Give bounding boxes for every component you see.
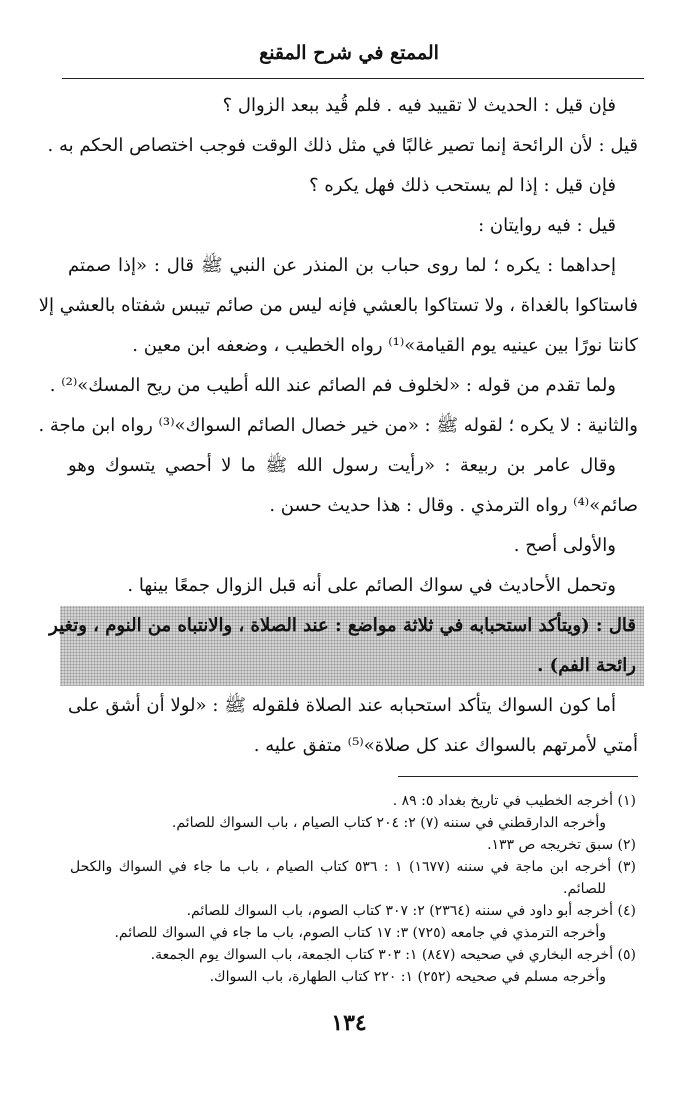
footnote-line: وأخرجه الدارقطني في سننه (٧) ٢: ٢٠٤ كتاب الصيام ، باب السواك للصائم. [171, 815, 606, 831]
text-line: والأولى أصح . [513, 535, 616, 556]
footnote-line: وأخرجه مسلم في صحيحه (٢٥٢) ١: ٢٢٠ كتاب الطهارة، باب السواك. [209, 969, 606, 985]
text-line: أمتي لأمرتهم بالسواك عند كل صلاة»⁽⁵⁾ متفق عليه . [253, 735, 638, 756]
text-line: كانتا نورًا بين عينيه يوم القيامة»⁽¹⁾ رواه الخطيب ، وضعفه ابن معين . [132, 335, 638, 356]
text-line: قيل : لأن الرائحة إنما تصير غالبًا في مثل ذلك الوقت فوجب اختصاص الحكم به . [47, 135, 638, 156]
main-text [38, 86, 638, 766]
text-line: والثانية : لا يكره ؛ لقوله ﷺ : «من خير خصال الصائم السواك»⁽³⁾ رواه ابن ماجة . [38, 415, 638, 436]
footnote-line: (٣) أخرجه ابن ماجة في سننه (١٦٧٧) ١ : ٥٣٦ كتاب الصيام ، باب ما جاء في السواك والكحل [70, 859, 636, 875]
running-head: الممتع في شرح المقنع [259, 42, 439, 64]
text-line: وتحمل الأحاديث في سواك الصائم على أنه قبل الزوال جمعًا بينها . [127, 575, 616, 596]
text-line: وقال عامر بن ربيعة : «رأيت رسول الله ﷺ ما لا أحصي يتسوك وهو [68, 455, 616, 476]
footnote-line: (١) أخرجه الخطيب في تاريخ بغداد ٥: ٨٩ . [392, 793, 636, 809]
page-number: ١٣٤ [331, 1010, 367, 1036]
text-line: إحداهما : يكره ؛ لما روى حباب بن المنذر عن النبي ﷺ قال : «إذا صمتم [68, 255, 616, 276]
footnotes [70, 790, 636, 988]
footnote-line: (٢) سبق تخريجه ص ١٣٣. [487, 837, 636, 853]
footnote-line: وأخرجه الترمذي في جامعه (٧٢٥) ٣: ١٧ كتاب الصوم، باب ما جاء في السواك للصائم. [114, 925, 606, 941]
text-line: قيل : فيه روايتان : [478, 215, 616, 236]
matn-highlight-box [49, 606, 644, 686]
header-rule [62, 78, 644, 79]
matn-line: قال : (ويتأكد استحبابه في ثلاثة مواضع : عند الصلاة ، والانتباه من النوم ، وتغير [49, 615, 636, 636]
text-line: ولما تقدم من قوله : «لخلوف فم الصائم عند الله أطيب من ريح المسك»⁽²⁾ . [49, 375, 616, 396]
text-line: فإن قيل : الحديث لا تقييد فيه . فلم قُيد ببعد الزوال ؟ [222, 95, 616, 116]
footnote-line: للصائم. [563, 881, 606, 897]
text-line: أما كون السواك يتأكد استحبابه عند الصلاة فلقوله ﷺ : «لولا أن أشق على [68, 695, 616, 716]
text-line: صائم»⁽⁴⁾ رواه الترمذي . وقال : هذا حديث حسن . [269, 495, 638, 516]
footnote-line: (٤) أخرجه أبو داود في سننه (٢٣٦٤) ٢: ٣٠٧ كتاب الصوم، باب السواك للصائم. [186, 903, 636, 919]
matn-line: رائحة الفم) . [537, 655, 636, 676]
text-line: فإن قيل : إذا لم يستحب ذلك فهل يكره ؟ [309, 175, 616, 196]
footnote-rule [398, 776, 638, 777]
text-line: فاستاكوا بالغداة ، ولا تستاكوا بالعشي فإنه ليس من صائم تيبس شفتاه بالعشي إلا [38, 295, 638, 316]
footnote-line: (٥) أخرجه البخاري في صحيحه (٨٤٧) ١: ٣٠٣ كتاب الجمعة، باب السواك يوم الجمعة. [150, 947, 636, 963]
